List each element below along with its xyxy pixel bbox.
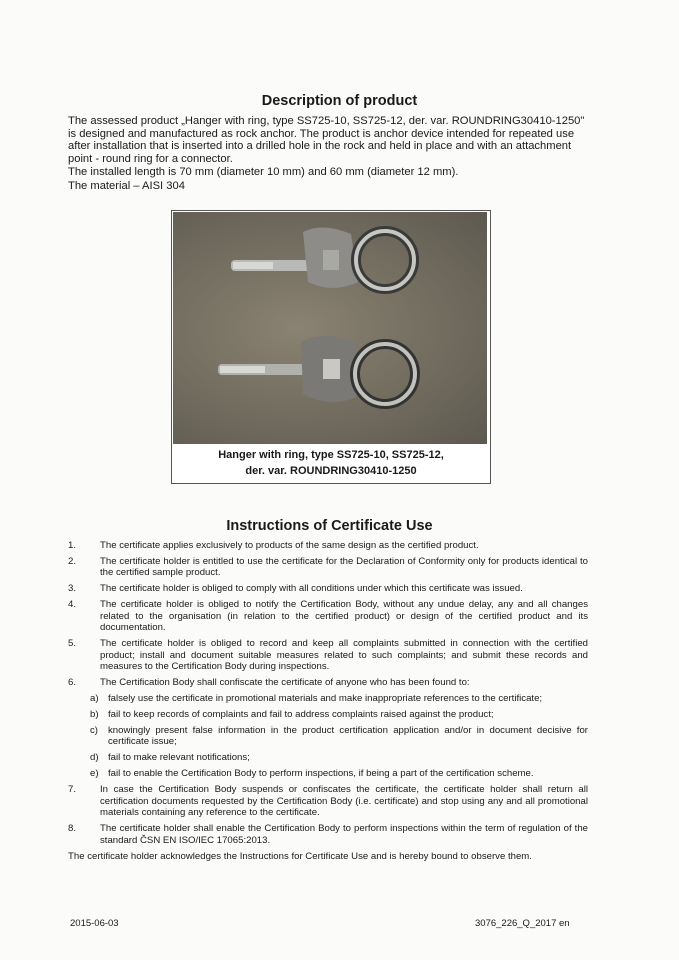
item-number: 5. <box>68 638 77 650</box>
acknowledgement: The certificate holder acknowledges the Instructions for Certificate Use and is hereby bound to observe them. <box>68 850 532 862</box>
sub-item <box>90 709 588 720</box>
anchor-bottom <box>218 336 415 404</box>
item-text: The certificate holder is obliged to comply with all conditions under which this certificate was issued. <box>100 583 523 595</box>
item-number: d) <box>90 752 99 764</box>
caption-line: Hanger with ring, type SS725-10, SS725-12, <box>218 449 444 461</box>
list-item <box>68 583 588 594</box>
footer-doc-id: 3076_226_Q_2017 en <box>475 918 570 929</box>
figure-caption <box>172 447 490 479</box>
list-item <box>68 638 588 672</box>
item-number: b) <box>90 709 99 721</box>
instructions-title: Instructions of Certificate Use <box>226 518 433 534</box>
item-number: 3. <box>68 583 77 595</box>
list-item <box>68 556 588 579</box>
product-figure <box>171 210 491 484</box>
item-text: The certificate holder is entitled to use the certificate for the Declaration of Conformity only for products identical to the certified sample product. <box>100 556 588 579</box>
item-text: The certificate holder shall enable the Certification Body to perform inspections within the term of regulation of the standard ČSN EN ISO/IEC 17065:2013. <box>100 823 588 846</box>
item-text: In case the Certification Body suspends or confiscates the certificate, the certificate holder shall return all certification documents requested by the Certification Body (i.e. certificate) and stop using any and all promotional materials containing any reference to the certificate. <box>100 784 588 819</box>
list-item <box>68 599 588 633</box>
anchor-top <box>231 227 414 289</box>
list-item <box>68 823 588 846</box>
product-photo <box>173 212 487 444</box>
item-number: 8. <box>68 823 77 835</box>
description-paragraph: The installed length is 70 mm (diameter 10 mm) and 60 mm (diameter 12 mm). <box>68 166 459 179</box>
description-paragraph: The assessed product „Hanger with ring, type SS725-10, SS725-12, der. var. ROUNDRING30410-1250" is designed and manufactured as rock anchor. The product is anchor device intended for repeated use after installation that is inserted into a drilled hole in the rock and held in place and with an attachment point - round ring for a connector. <box>68 115 585 165</box>
description-text <box>68 115 588 194</box>
sub-item <box>90 725 588 748</box>
description-paragraph: The material – AISI 304 <box>68 179 185 192</box>
item-number: 2. <box>68 556 77 567</box>
item-number: 7. <box>68 784 77 796</box>
item-text: falsely use the certificate in promotional materials and make inappropriate references to the certificate; <box>108 693 543 705</box>
item-text: The certificate holder is obliged to notify the Certification Body, without any undue delay, any and all changes related to the organisation (in relation to the certified product) or design of the certified product and its documentation. <box>100 599 588 634</box>
item-text: The Certification Body shall confiscate the certificate of anyone who has been found to: <box>100 677 470 689</box>
item-text: The certificate holder is obliged to record and keep all complaints submitted in connection with the certified product; install and document suitable measures related to such complaints; and submit these records and measures to the Certification Body during inspections. <box>100 638 588 673</box>
item-text: The certificate applies exclusively to products of the same design as the certified product. <box>100 540 479 551</box>
description-title: Description of product <box>261 93 418 109</box>
list-item <box>68 677 588 688</box>
item-number: e) <box>90 768 99 780</box>
item-text: fail to make relevant notifications; <box>108 752 250 764</box>
sub-item <box>90 693 588 704</box>
item-number: 1. <box>68 540 77 551</box>
item-text: fail to keep records of complaints and fail to address complaints raised against the product; <box>108 709 494 721</box>
sub-item <box>90 768 588 779</box>
item-number: 4. <box>68 599 77 611</box>
item-number: c) <box>90 725 98 737</box>
item-text: knowingly present false information in the product certification application and/or in document decisive for certificate issue; <box>108 725 588 748</box>
item-text: fail to enable the Certification Body to perform inspections, if being a part of the certification scheme. <box>108 768 534 780</box>
footer-date: 2015-06-03 <box>70 918 119 929</box>
item-number: 6. <box>68 677 77 689</box>
list-item <box>68 784 588 818</box>
instructions-list <box>68 540 588 862</box>
list-item <box>68 540 588 551</box>
item-number: a) <box>90 693 99 705</box>
caption-line: der. var. ROUNDRING30410-1250 <box>245 465 417 477</box>
sub-item <box>90 752 588 763</box>
